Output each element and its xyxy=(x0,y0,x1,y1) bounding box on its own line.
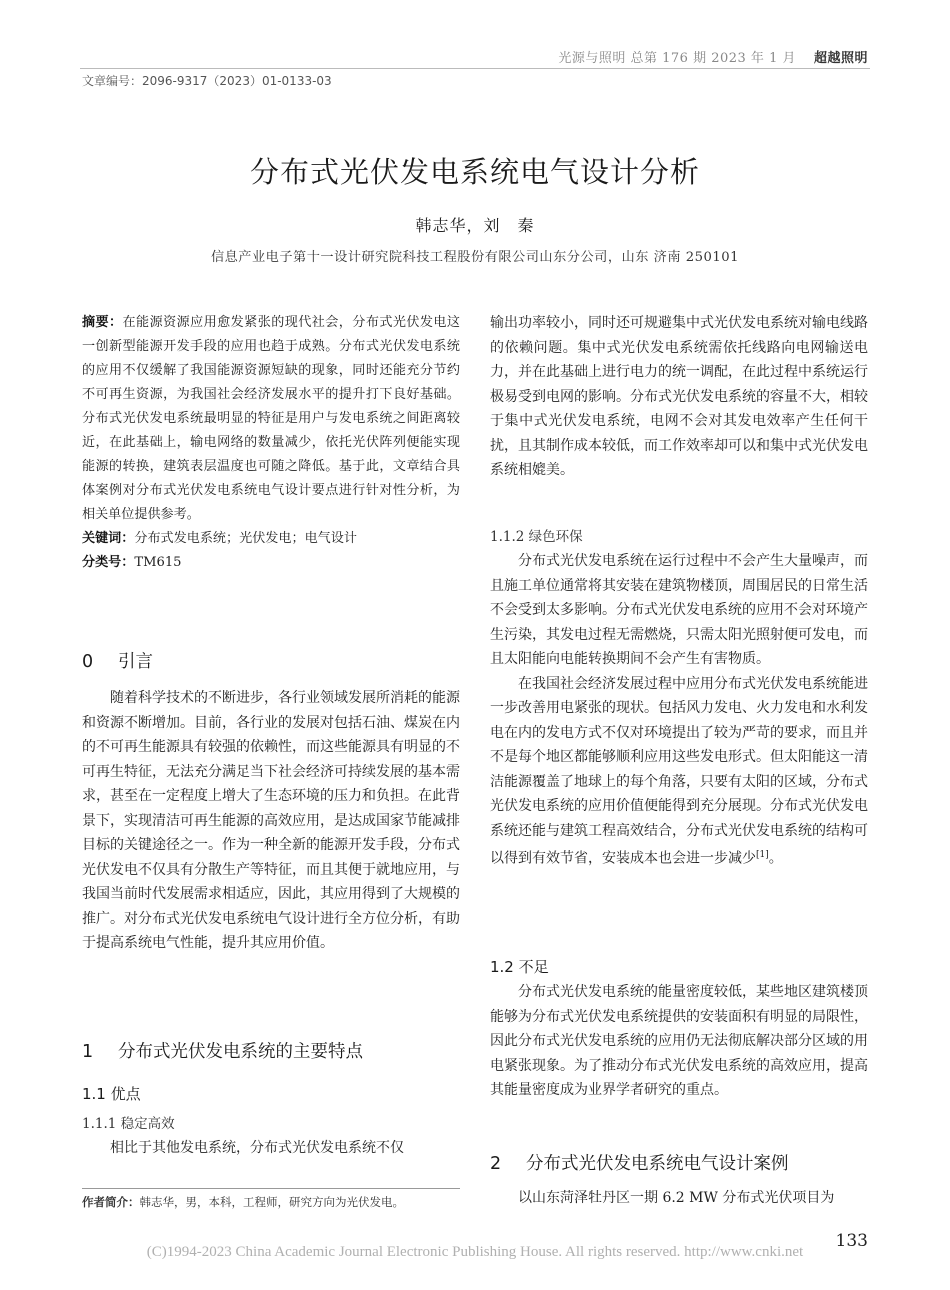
stable-paragraph-cont: 输出功率较小，同时还可规避集中式光伏发电系统对输电线路的依赖问题。集中式光伏发电系统需依托线路向电网输送电力，并在此基础上进行电力的统一调配，在此过程中系统运行极易受到电网的影响。分布式光伏发电系统的容量不大，相较于集中式光伏发电系统，电网不会对其发电效率产生任何干扰，且其制作成本较低，而工作效率却可以和集中式光伏发电系统相媲美。 xyxy=(490,315,868,478)
section-2-body-start xyxy=(490,1186,868,1211)
abstract-paragraph xyxy=(82,311,460,527)
class-number-label: 分类号： xyxy=(82,555,135,570)
section-1-2-title: 1.2 不足 xyxy=(490,958,549,976)
section-1-number: 1 xyxy=(82,1042,94,1062)
page-number: 133 xyxy=(835,1231,868,1251)
footnote-divider xyxy=(82,1188,460,1189)
section-1-title: 分布式光伏发电系统的主要特点 xyxy=(118,1042,363,1062)
abstract-block xyxy=(82,311,460,575)
stable-paragraph-start: 相比于其他发电系统，分布式光伏发电系统不仅 xyxy=(110,1140,404,1156)
section-0-heading xyxy=(82,650,460,675)
section-label: 超越照明 xyxy=(813,51,868,66)
section-1-1-1-body-cont xyxy=(490,311,868,483)
abstract-text: 在能源资源应用愈发紧张的现代社会，分布式光伏发电这一创新型能源开发手段的应用也趋于成熟。分布式光伏发电系统的应用不仅缓解了我国能源资源短缺的现象，同时还能充分节约不可再生资源，为我国社会经济发展水平的提升打下良好基础。分布式光伏发电系统最明显的特征是用户与发电系统之间距离较近，在此基础上，输电网络的数量减少，依托光伏阵列便能实现能源的转换，建筑表层温度也可随之降低。基于此，文章结合具体案例对分布式光伏发电系统电气设计要点进行针对性分析，为相关单位提供参考。 xyxy=(82,315,461,522)
copyright-watermark: (C)1994-2023 China Academic Journal Electronic Publishing House. All rights reserved. http://www.cnki.net xyxy=(146,1244,804,1260)
author-note-text: 韩志华，男，本科，工程师，研究方向为光伏发电。 xyxy=(139,1195,404,1209)
section-1-1-1-title: 1.1.1 稳定高效 xyxy=(82,1116,175,1132)
section-1-1-2-heading xyxy=(490,525,868,550)
class-number-text: TM615 xyxy=(134,555,182,570)
header-divider xyxy=(80,68,870,69)
section-1-1-1-body-start xyxy=(82,1136,460,1161)
author-note-label: 作者简介： xyxy=(82,1195,140,1209)
green-paragraph-2-text: 在我国社会经济发展过程中应用分布式光伏发电系统能进一步改善用电紧张的现状。包括风力发电、火力发电和水利发电在内的发电方式不仅对环境提出了较为严苛的要求，而且并不是每个地区都能够顺利应用这些发电形式。但太阳能这一清洁能源覆盖了地球上的每个角落，只要有太阳的区域，分布式光伏发电系统的应用价值便能得到充分展现。分布式光伏发电系统还能与建筑工程高效结合，分布式光伏发电系统的结构可以得到有效节省，安装成本也会进一步减少 xyxy=(490,675,868,867)
section-1-1-2-body xyxy=(490,549,868,871)
keywords-label: 关键词： xyxy=(82,531,135,546)
author-note xyxy=(82,1194,404,1210)
abstract-label: 摘要： xyxy=(82,315,123,330)
section-2-title: 分布式光伏发电系统电气设计案例 xyxy=(526,1154,789,1174)
green-paragraph-1: 分布式光伏发电系统在运行过程中不会产生大量噪声，而且施工单位通常将其安装在建筑物楼顶，周围居民的日常生活不会受到太多影响。分布式光伏发电系统的应用不会对环境产生污染，其发电过程无需燃烧，只需太阳光照射便可发电，而且太阳能向电能转换期间不会产生有害物质。 xyxy=(490,553,868,667)
article-number: 文章编号：2096-9317（2023）01-0133-03 xyxy=(82,74,332,88)
section-1-1-heading xyxy=(82,1082,460,1107)
class-number-line xyxy=(82,551,460,575)
running-header xyxy=(558,47,868,66)
section-2-heading xyxy=(490,1152,868,1177)
section-1-1-1-heading xyxy=(82,1112,460,1137)
green-paragraph-2 xyxy=(490,672,868,872)
section-1-1-2-title: 1.1.2 绿色环保 xyxy=(490,529,583,545)
section-0-number: 0 xyxy=(82,652,94,672)
section-0-body xyxy=(82,686,460,956)
intro-paragraph: 随着科学技术的不断进步，各行业领域发展所消耗的能源和资源不断增加。目前，各行业的发展对包括石油、煤炭在内的不可再生能源具有较强的依赖性，而这些能源具有明显的不可再生特征，无法充分满足当下社会经济可持续发展的基本需求，甚至在一定程度上增大了生态环境的压力和负担。在此背景下，实现清洁可再生能源的高效应用，是达成国家节能减排目标的关键途径之一。作为一种全新的能源开发手段，分布式光伏发电不仅具有分散生产等特征，而且其便于就地应用，与我国当前时代发展需求相适应，因此，其应用得到了大规模的推广。对分布式光伏发电系统电气设计进行全方位分析，有助于提高系统电气性能，提升其应用价值。 xyxy=(82,690,460,951)
paper-authors: 韩志华，刘 秦 xyxy=(415,216,535,235)
shortcoming-paragraph: 分布式光伏发电系统的能量密度较低，某些地区建筑楼顶能够为分布式光伏发电系统提供的安装面积有明显的局限性，因此分布式光伏发电系统的应用仍无法彻底解决部分区域的用电紧张现象。为了推动分布式光伏发电系统的高效应用，提高其能量密度成为业界学者研究的重点。 xyxy=(490,984,868,1098)
section-2-number: 2 xyxy=(490,1154,502,1174)
section-0-title: 引言 xyxy=(118,652,153,672)
green-paragraph-2-end: 。 xyxy=(768,850,783,867)
section-1-1-title: 1.1 优点 xyxy=(82,1085,141,1103)
paper-affiliation: 信息产业电子第十一设计研究院科技工程股份有限公司山东分公司，山东 济南 250101 xyxy=(210,250,740,265)
paper-title: 分布式光伏发电系统电气设计分析 xyxy=(249,155,700,189)
section-1-heading xyxy=(82,1040,460,1065)
keywords-text: 分布式发电系统；光伏发电；电气设计 xyxy=(134,531,357,546)
keywords-line xyxy=(82,527,460,551)
case-paragraph-start: 以山东菏泽牡丹区一期 6.2 MW 分布式光伏项目为 xyxy=(518,1190,835,1206)
journal-info: 光源与照明 总第 176 期 2023 年 1 月 xyxy=(558,51,796,66)
citation-ref: [1] xyxy=(756,850,769,860)
section-1-2-heading xyxy=(490,955,868,980)
section-1-2-body xyxy=(490,980,868,1103)
